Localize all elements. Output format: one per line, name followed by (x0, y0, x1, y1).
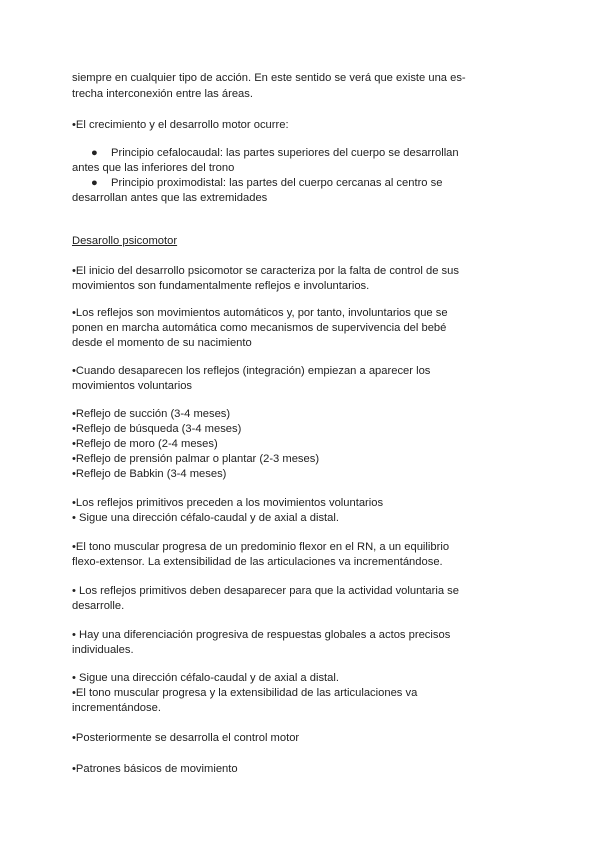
paragraph-line: • Sigue una dirección céfalo-caudal y de axial a distal. (72, 672, 339, 684)
bullet-icon: ● (91, 147, 98, 159)
paragraph-line: •Posteriormente se desarrolla el control motor (72, 732, 300, 744)
paragraph-line: •El tono muscular progresa de un predominio flexor en el RN, a un equilibrio (72, 541, 450, 553)
section-title: Desarollo psicomotor (72, 235, 178, 247)
reflex-item: •Reflejo de prensión palmar o plantar (2-3 meses) (72, 453, 320, 465)
paragraph-line: •Los reflejos son movimientos automáticos y, por tanto, involuntarios que se (72, 307, 448, 319)
paragraph-line: •El inicio del desarrollo psicomotor se caracteriza por la falta de control de sus (72, 265, 459, 277)
paragraph-line: incrementándose. (72, 702, 161, 714)
paragraph-line: • Los reflejos primitivos deben desaparecer para que la actividad voluntaria se (72, 585, 459, 597)
paragraph-line: •Los reflejos primitivos preceden a los movimientos voluntarios (72, 497, 384, 509)
paragraph-line: ponen en marcha automática como mecanismos de supervivencia del bebé (72, 322, 447, 334)
paragraph-line: • Hay una diferenciación progresiva de respuestas globales a actos precisos (72, 629, 451, 641)
paragraph-line: •El tono muscular progresa y la extensibilidad de las articulaciones va (72, 687, 418, 699)
principle-proximodistal-line-1: Principio proximodistal: las partes del cuerpo cercanas al centro se (111, 177, 443, 189)
paragraph-line: • Sigue una dirección céfalo-caudal y de axial a distal. (72, 512, 339, 524)
reflex-item: •Reflejo de succión (3-4 meses) (72, 408, 231, 420)
paragraph-line: movimientos voluntarios (72, 380, 193, 392)
reflex-item: •Reflejo de búsqueda (3-4 meses) (72, 423, 242, 435)
paragraph-line: movimientos son fundamentalmente reflejos e involuntarios. (72, 280, 370, 292)
paragraph-line: •Patrones básicos de movimiento (72, 763, 238, 775)
paragraph-line: flexo-extensor. La extensibilidad de las articulaciones va incrementándose. (72, 556, 443, 568)
paragraph-line: individuales. (72, 644, 134, 656)
reflex-item: •Reflejo de Babkin (3-4 meses) (72, 468, 227, 480)
principle-cefalocaudal-line-1: Principio cefalocaudal: las partes superiores del cuerpo se desarrollan (111, 147, 459, 159)
paragraph-line: desde el momento de su nacimiento (72, 337, 252, 349)
principle-cefalocaudal-line-2: antes que las inferiores del trono (72, 162, 235, 174)
intro-line-1: siempre en cualquier tipo de acción. En este sentido se verá que existe una es- (72, 72, 466, 84)
paragraph-line: •Cuando desaparecen los reflejos (integración) empiezan a aparecer los (72, 365, 431, 377)
intro-line-2: trecha interconexión entre las áreas. (72, 88, 253, 100)
principle-proximodistal-line-2: desarrollan antes que las extremidades (72, 192, 268, 204)
paragraph-line: desarrolle. (72, 600, 125, 612)
reflex-item: •Reflejo de moro (2-4 meses) (72, 438, 218, 450)
growth-heading: •El crecimiento y el desarrollo motor ocurre: (72, 119, 289, 131)
bullet-icon: ● (91, 177, 98, 189)
